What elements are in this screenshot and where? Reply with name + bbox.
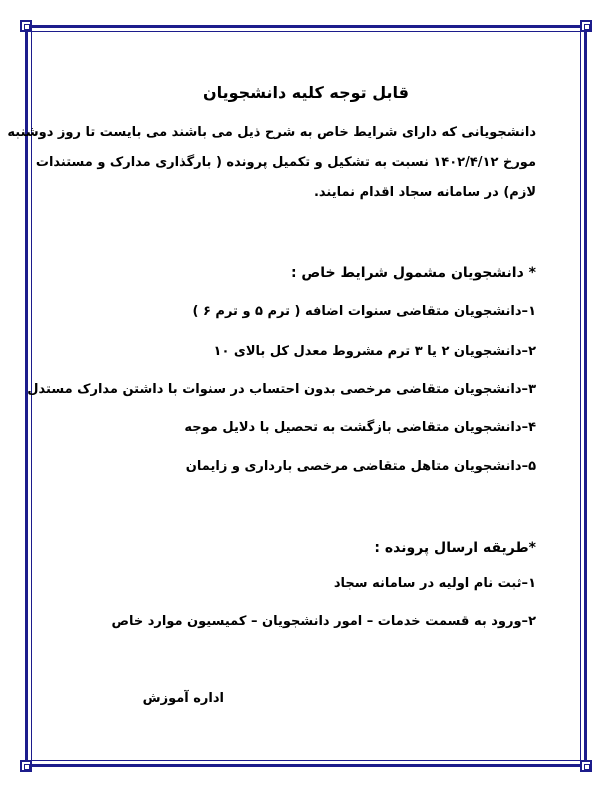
- intro-line-2: مورخ ۱۴۰۲/۴/۱۲ نسبت به تشکیل و تکمیل پرونده ( بارگذاری مدارک و مستندات: [35, 155, 536, 170]
- notice-title: قابل توجه کلیه دانشجویان: [202, 83, 410, 102]
- condition-item-1: ۱–دانشجویان متقاضی سنوات اضافه ( ترم ۵ و ترم ۶ ): [192, 304, 536, 319]
- condition-item-2: ۲–دانشجویان ۲ یا ۳ ترم مشروط معدل کل بالای ۱۰: [213, 344, 536, 359]
- intro-line-3: لازم) در سامانه سجاد اقدام نمایند.: [313, 185, 536, 200]
- condition-item-3: ۳–دانشجویان متقاضی مرخصی بدون احتساب در سنوات با داشتن مدارک مستدل: [27, 382, 536, 397]
- condition-item-4: ۴–دانشجویان متقاضی بازگشت به تحصیل با دلایل موجه: [184, 420, 536, 435]
- signature-office: اداره آموزش: [142, 691, 224, 706]
- method-step-2: ۲–ورود به قسمت خدمات – امور دانشجویان – کمیسیون موارد خاص: [111, 614, 536, 629]
- section-heading-submission-method: *طریقه ارسال پرونده :: [374, 540, 536, 556]
- section-heading-special-conditions: * دانشجویان مشمول شرایط خاص :: [290, 265, 536, 281]
- condition-item-5: ۵–دانشجویان متاهل متقاضی مرخصی بارداری و زایمان: [185, 459, 536, 474]
- method-step-1: ۱–ثبت نام اولیه در سامانه سجاد: [333, 576, 536, 591]
- intro-line-1: دانشجویانی که دارای شرایط خاص به شرح ذیل می باشند می بایست تا روز دوشنبه: [7, 125, 536, 140]
